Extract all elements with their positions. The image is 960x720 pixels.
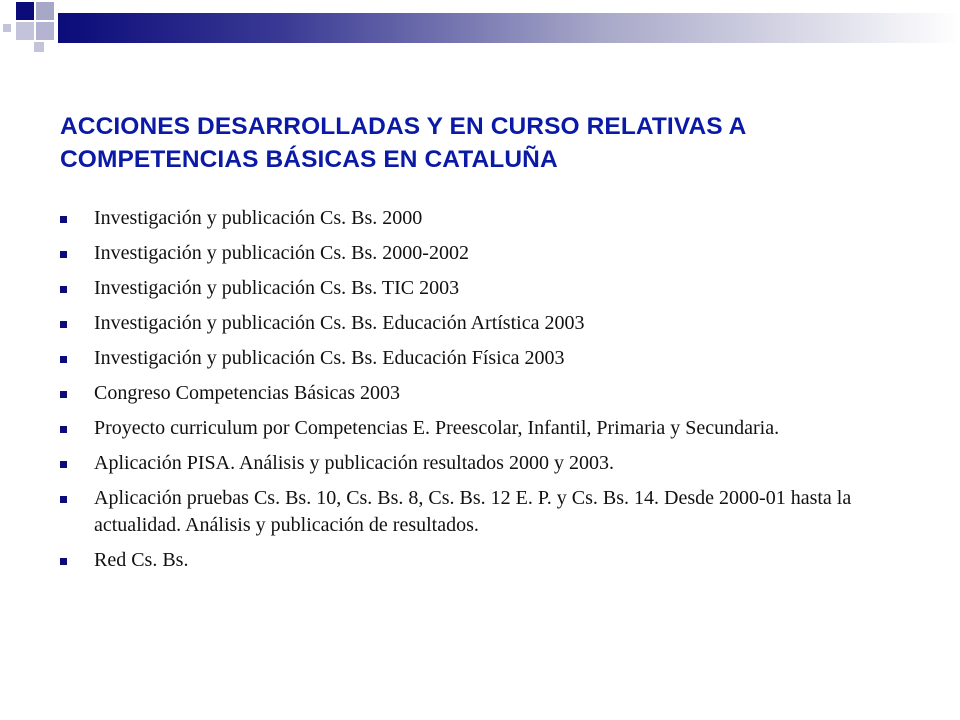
list-item-text: Aplicación PISA. Análisis y publicación resultados 2000 y 2003. [94, 452, 614, 474]
list-item-text: Proyecto curriculum por Competencias E. Preescolar, Infantil, Primaria y Secundaria. [94, 417, 780, 439]
list-item [58, 485, 918, 539]
bullet-list [58, 205, 918, 582]
list-item-text: Congreso Competencias Básicas 2003 [94, 382, 401, 404]
square-bullet-icon [60, 461, 67, 468]
square-bullet-icon [60, 216, 67, 223]
list-item [58, 205, 918, 232]
list-item [58, 547, 918, 574]
square-bullet-icon [60, 251, 67, 258]
list-item-text: Investigación y publicación Cs. Bs. 2000-2002 [94, 242, 469, 264]
list-item [58, 310, 918, 337]
list-item-text: Investigación y publicación Cs. Bs. 2000 [94, 207, 423, 229]
square-bullet-icon [60, 496, 67, 503]
list-item [58, 345, 918, 372]
slide-title: ACCIONES DESARROLLADAS Y EN CURSO RELATIVAS A COMPETENCIAS BÁSICAS EN CATALUÑA [60, 113, 746, 173]
square-bullet-icon [60, 286, 67, 293]
header-gradient-bar [58, 13, 960, 43]
list-item-text: Investigación y publicación Cs. Bs. TIC 2003 [94, 277, 460, 299]
list-item-text: Investigación y publicación Cs. Bs. Educación Física 2003 [94, 347, 565, 369]
list-item [58, 380, 918, 407]
deco-square-light [36, 2, 54, 20]
list-item-text: Investigación y publicación Cs. Bs. Educación Artística 2003 [94, 312, 585, 334]
list-item-text: Red Cs. Bs. [94, 549, 189, 571]
deco-square-small [34, 42, 44, 52]
list-item [58, 240, 918, 267]
deco-square-light [16, 22, 34, 40]
square-bullet-icon [60, 391, 67, 398]
square-bullet-icon [60, 426, 67, 433]
square-bullet-icon [60, 321, 67, 328]
square-bullet-icon [60, 558, 67, 565]
deco-square-dark [16, 2, 34, 20]
list-item-text: Aplicación pruebas Cs. Bs. 10, Cs. Bs. 8, Cs. Bs. 12 E. P. y Cs. Bs. 14. Desde 2000-01 hasta la actualidad. Análisis y publicación de resultados. [94, 487, 852, 536]
list-item [58, 275, 918, 302]
list-item [58, 415, 918, 442]
deco-square-small [3, 24, 11, 32]
deco-square-light [36, 22, 54, 40]
square-bullet-icon [60, 356, 67, 363]
list-item [58, 450, 918, 477]
